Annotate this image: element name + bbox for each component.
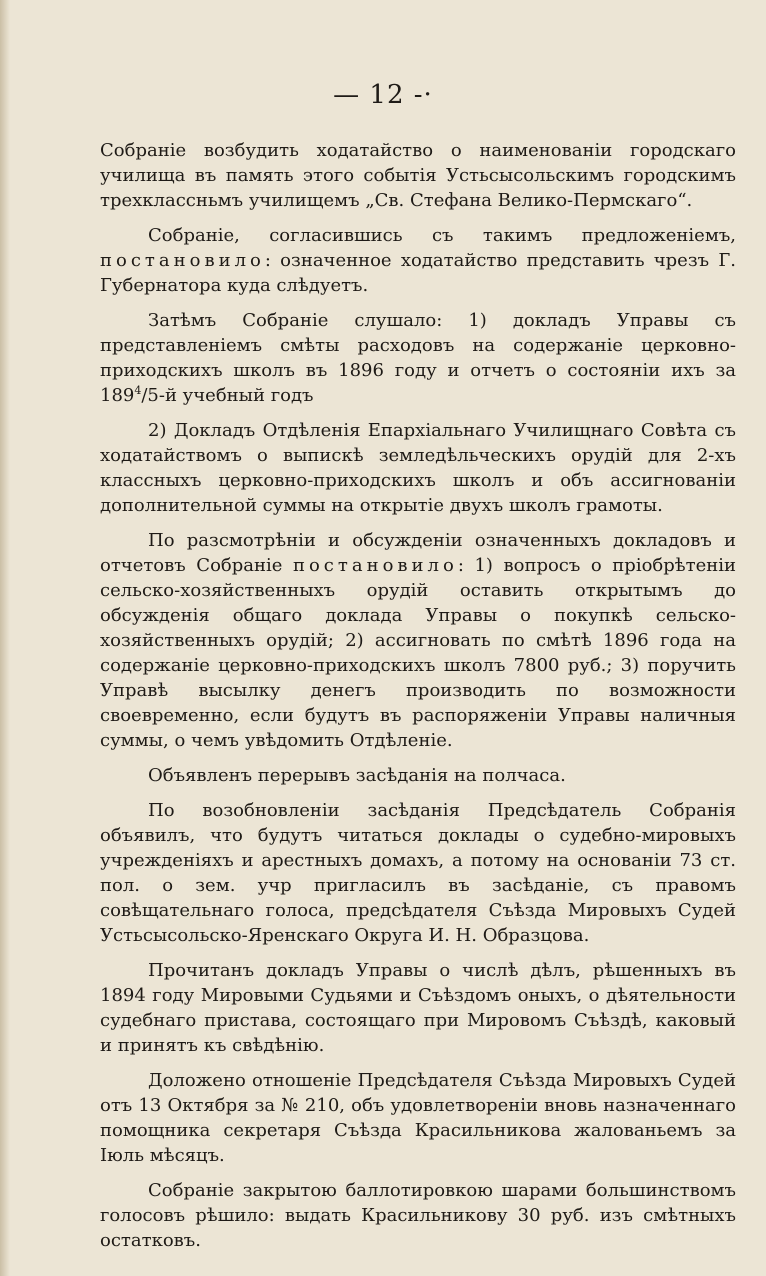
- paragraph-3: [100, 308, 736, 408]
- paragraph-text: Собраніе закрытою баллотировкою шарами большинствомъ голосовъ рѣшило: выдать Красильникову 30 руб. изъ смѣтныхъ остатковъ.: [100, 1180, 736, 1251]
- paragraph-text: Собраніе возбудить ходатайство о наименованіи городскаго училища въ память этого событія Устьсысольскимъ городскимъ трехклассньмъ училищемъ „Св. Стефана Велико-Пермскаго“.: [100, 140, 736, 211]
- paragraph-text: Прочитанъ докладъ Управы о числѣ дѣлъ, рѣшенныхъ въ 1894 году Мировыми Судьями и Съѣздомъ оныхъ, о дѣятельности судебнаго пристава, состоящаго при Мировомъ Съѣздѣ, каковый и принятъ къ свѣдѣнію.: [100, 960, 736, 1056]
- paragraph-text: По разсмотрѣніи и обсужденіи означенныхъ докладовъ и отчетовъ Собраніе: [100, 530, 736, 576]
- paragraph-5: [100, 528, 736, 753]
- paragraph-text: 2) Докладъ Отдѣленія Епархіальнаго Училищнаго Совѣта съ ходатайствомъ о выпискѣ земледѣльческихъ орудій для 2-хъ классныхъ церковно-приходскихъ школъ и объ ассигнованіи дополнительной суммы на открытіе двухъ школъ грамоты.: [100, 420, 736, 516]
- paragraph-6: [100, 763, 736, 788]
- paragraph-text: По возобновленіи засѣданія Предсѣдатель Собранія объявилъ, что будутъ читаться доклады о судебно-мировыхъ учрежденіяхъ и арестныхъ домахъ, а потому на основаніи 73 ст. пол. о зем. учр пригласилъ въ засѣданіе, съ правомъ совѣщательнаго голоса, предсѣдателя Съѣзда Мировыхъ Судей Устьсысольско-Яренскаго Округа И. Н. Образцова.: [100, 800, 736, 946]
- paragraph-8: [100, 958, 736, 1058]
- paragraph-text: /5-й учебный годъ: [141, 385, 314, 406]
- paragraph-2: [100, 223, 736, 298]
- paragraph-1: [100, 138, 736, 213]
- paragraph-4: [100, 418, 736, 518]
- paragraph-7: [100, 798, 736, 948]
- paragraph-text: : 1) вопросъ о пріобрѣтеніи сельско-хозяйственныхъ орудій оставить открытымъ до обсужденія общаго доклада Управы о покупкѣ сельско-хозяйственныхъ орудій; 2) ассигновать по смѣтѣ 1896 года на содержаніе церковно-приходскихъ школъ 7800 руб.; 3) поручить Управѣ высылку денегъ производить по возможности своевременно, если будутъ въ распоряженіи Управы наличныя суммы, о чемъ увѣдомить Отдѣленіе.: [100, 555, 736, 751]
- paragraph-text: Доложено отношеніе Предсѣдателя Съѣзда Мировыхъ Судей отъ 13 Октября за № 210, объ удовлетвореніи вновь назначеннаго помощника секретаря Съѣзда Красильникова жалованьемъ за Іюль мѣсяцъ.: [100, 1070, 736, 1166]
- paragraph-text: Объявленъ перерывъ засѣданія на полчаса.: [148, 765, 566, 786]
- body-text: [100, 138, 736, 1263]
- superscript-digit: 4: [134, 384, 142, 397]
- paragraph-10: [100, 1178, 736, 1253]
- page-number: — 12 -·: [333, 80, 433, 110]
- paragraph-text: Затѣмъ Собраніе слушало: 1) докладъ Управы съ представленіемъ смѣты расходовъ на содержаніе церковно-приходскихъ школъ въ 1896 году и отчетъ о состояніи ихъ за 189: [100, 310, 736, 406]
- paragraph-text: Собраніе, согласившись съ такимъ предложеніемъ,: [148, 225, 736, 246]
- paragraph-text: : означенное ходатайство представить чрезъ Г. Губернатора куда слѣдуетъ.: [100, 250, 736, 296]
- spaced-word-postanovilo: постановило: [100, 250, 265, 271]
- paragraph-9: [100, 1068, 736, 1168]
- page-edge-shadow: [0, 0, 10, 1276]
- spaced-word-postanovilo: постановило: [292, 555, 458, 576]
